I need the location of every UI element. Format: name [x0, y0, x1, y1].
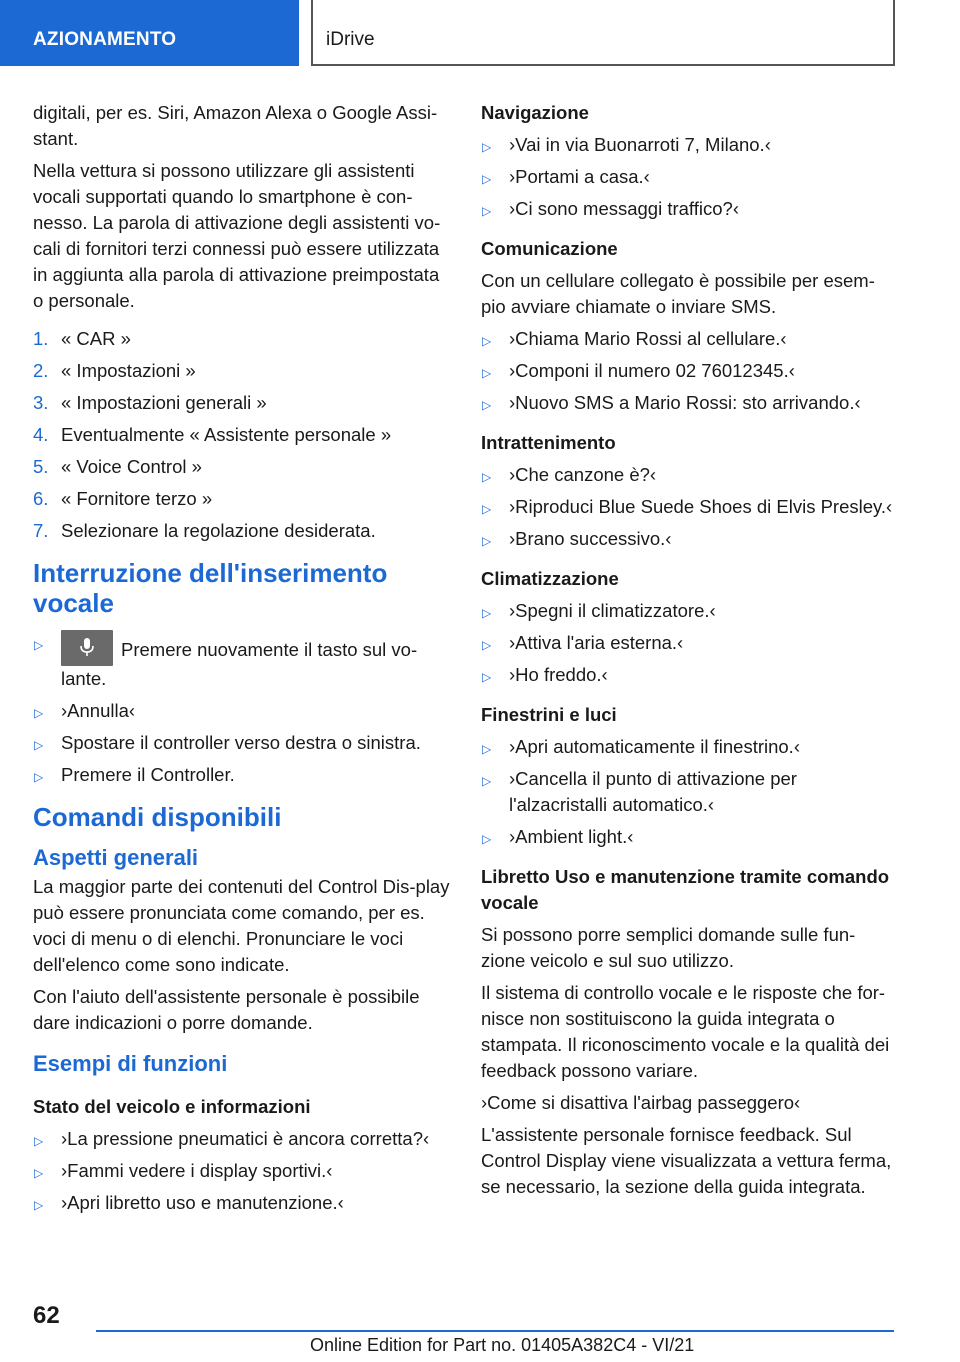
list-item [33, 762, 451, 788]
list-item [481, 164, 899, 190]
windows-lights-heading: Finestrini e luci [481, 704, 617, 725]
manual-voice-heading: Libretto Uso e manutenzione tramite comando vocale [481, 866, 890, 913]
bullet-triangle-icon: ▷ [482, 832, 492, 846]
footer-divider [96, 1330, 894, 1332]
list-item-text: ›Brano successivo.‹ [509, 528, 672, 549]
interrupt-heading: Interruzione dell'inserimento vocale [33, 558, 388, 618]
bullet-triangle-icon: ▷ [482, 140, 492, 154]
step-text: « Impostazioni » [61, 360, 196, 381]
bullet-triangle-icon: ▷ [482, 534, 492, 548]
general-heading: Aspetti generali [33, 845, 199, 870]
list-item-text: ›Chiama Mario Rossi al cellulare.‹ [509, 328, 787, 349]
list-item-text: ›Ambient light.‹ [509, 826, 634, 847]
step-text: « Fornitore terzo » [61, 488, 213, 509]
communication-list [481, 326, 899, 416]
bullet-triangle-icon: ▷ [482, 742, 492, 756]
step-number: 4. [33, 424, 49, 445]
list-item [33, 1158, 451, 1184]
vehicle-status-heading: Stato del veicolo e informazioni [33, 1096, 311, 1117]
manual-paragraph-1: Si possono porre semplici domande sulle fun-zione veicolo e sul suo utilizzo. [481, 924, 856, 971]
step-number: 3. [33, 392, 49, 413]
step-number: 6. [33, 488, 49, 509]
commands-heading: Comandi disponibili [33, 802, 282, 832]
step-item [33, 422, 451, 448]
intro-paragraph-2: Nella vettura si possono utilizzare gli assistenti vocali supportati quando lo smartphone è con-nesso. La parola di attivazione degli assistenti vo-cali di fornitori terzi connessi può essere utilizzata in aggiunta alla parola di attivazione preimpostata o personale. [33, 160, 441, 311]
interrupt-list [33, 630, 451, 788]
left-column [33, 100, 451, 1222]
bullet-triangle-icon: ▷ [34, 1134, 44, 1148]
step-item [33, 486, 451, 512]
list-item [481, 766, 899, 818]
navigation-list [481, 132, 899, 222]
manual-paragraph-3: ›Come si disattiva l'airbag passeggero‹ [481, 1092, 801, 1113]
entertainment-heading: Intrattenimento [481, 432, 616, 453]
bullet-triangle-icon: ▷ [482, 398, 492, 412]
microphone-button-icon [61, 630, 113, 666]
list-item [481, 662, 899, 688]
list-item [33, 1126, 451, 1152]
step-text: « CAR » [61, 328, 131, 349]
list-item [33, 698, 451, 724]
step-number: 5. [33, 456, 49, 477]
list-item [481, 824, 899, 850]
step-number: 1. [33, 328, 49, 349]
bullet-triangle-icon: ▷ [482, 204, 492, 218]
examples-heading: Esempi di funzioni [33, 1051, 228, 1076]
bullet-triangle-icon: ▷ [34, 638, 44, 652]
intro-paragraph-1: digitali, per es. Siri, Amazon Alexa o Google Assi-stant. [33, 102, 438, 149]
list-item-text: ›Attiva l'aria esterna.‹ [509, 632, 684, 653]
bullet-triangle-icon: ▷ [34, 738, 44, 752]
step-number: 7. [33, 520, 49, 541]
list-item-text: ›Fammi vedere i display sportivi.‹ [61, 1160, 333, 1181]
list-item [33, 630, 451, 692]
list-item-text: ›Riproduci Blue Suede Shoes di Elvis Presley.‹ [509, 496, 893, 517]
list-item [481, 734, 899, 760]
list-item-text: Spostare il controller verso destra o sinistra. [61, 732, 421, 753]
right-column [481, 100, 899, 1206]
bullet-triangle-icon: ▷ [482, 334, 492, 348]
list-item [481, 598, 899, 624]
bullet-triangle-icon: ▷ [482, 502, 492, 516]
list-item-text: ›Nuovo SMS a Mario Rossi: sto arrivando.‹ [509, 392, 861, 413]
manual-paragraph-2: Il sistema di controllo vocale e le risposte che for-nisce non sostituiscono la guida integrata o stampata. Il riconoscimento vocale e la qualità dei feedback possono variare. [481, 982, 890, 1081]
climate-list [481, 598, 899, 688]
step-item [33, 358, 451, 384]
climate-heading: Climatizzazione [481, 568, 619, 589]
bullet-triangle-icon: ▷ [482, 774, 492, 788]
step-number: 2. [33, 360, 49, 381]
bullet-triangle-icon: ▷ [482, 670, 492, 684]
chapter-tab: iDrive [311, 0, 895, 66]
bullet-triangle-icon: ▷ [34, 770, 44, 784]
step-item [33, 518, 451, 544]
step-text: « Impostazioni generali » [61, 392, 267, 413]
vehicle-status-list [33, 1126, 451, 1216]
bullet-triangle-icon: ▷ [482, 470, 492, 484]
page-number: 62 [33, 1302, 60, 1329]
step-text: Eventualmente « Assistente personale » [61, 424, 392, 445]
list-item-text: ›Ci sono messaggi traffico?‹ [509, 198, 739, 219]
list-item [481, 326, 899, 352]
general-paragraph-1: La maggior parte dei contenuti del Control Dis-play può essere pronunciata come comando, per es. voci di menu o di elenchi. Pronunciare le voci dell'elenco come sono indicate. [33, 876, 450, 975]
list-item-text: Premere il Controller. [61, 764, 235, 785]
list-item [481, 390, 899, 416]
list-item [481, 358, 899, 384]
list-item-text: ›Apri libretto uso e manutenzione.‹ [61, 1192, 344, 1213]
list-item [481, 526, 899, 552]
bullet-triangle-icon: ▷ [34, 1198, 44, 1212]
communication-heading: Comunicazione [481, 238, 618, 259]
step-item [33, 454, 451, 480]
page-header [0, 0, 960, 66]
list-item [481, 462, 899, 488]
list-item [481, 494, 899, 520]
step-text: « Voice Control » [61, 456, 202, 477]
list-item-text: ›Annulla‹ [61, 700, 136, 721]
edition-footer: Online Edition for Part no. 01405A382C4 - VI/21 [310, 1335, 695, 1355]
entertainment-list [481, 462, 899, 552]
bullet-triangle-icon: ▷ [482, 606, 492, 620]
step-item [33, 390, 451, 416]
bullet-triangle-icon: ▷ [34, 1166, 44, 1180]
bullet-triangle-icon: ▷ [482, 366, 492, 380]
list-item [481, 630, 899, 656]
list-item-text: ›Componi il numero 02 76012345.‹ [509, 360, 795, 381]
list-item-text: ›Apri automaticamente il finestrino.‹ [509, 736, 800, 757]
manual-paragraph-4: L'assistente personale fornisce feedback. Sul Control Display viene visualizzata a vettura ferma, se necessario, la sezione della guida integrata. [481, 1124, 892, 1197]
list-item [33, 730, 451, 756]
windows-lights-list [481, 734, 899, 850]
list-item [481, 132, 899, 158]
step-item [33, 326, 451, 352]
bullet-triangle-icon: ▷ [34, 706, 44, 720]
list-item-text: ›Ho freddo.‹ [509, 664, 608, 685]
list-item-text: ›Che canzone è?‹ [509, 464, 657, 485]
bullet-triangle-icon: ▷ [482, 172, 492, 186]
communication-paragraph: Con un cellulare collegato è possibile per esem-pio avviare chiamate o inviare SMS. [481, 270, 875, 317]
step-text: Selezionare la regolazione desiderata. [61, 520, 376, 541]
list-item-text: Premere nuovamente il tasto sul vo-lante. [61, 639, 418, 689]
list-item-text: ›Spegni il climatizzatore.‹ [509, 600, 716, 621]
list-item-text: ›Vai in via Buonarroti 7, Milano.‹ [509, 134, 771, 155]
bullet-triangle-icon: ▷ [482, 638, 492, 652]
general-paragraph-2: Con l'aiuto dell'assistente personale è possibile dare indicazioni o porre domande. [33, 986, 420, 1033]
list-item-text: ›La pressione pneumatici è ancora corretta?‹ [61, 1128, 430, 1149]
list-item [481, 196, 899, 222]
list-item-text: ›Portami a casa.‹ [509, 166, 650, 187]
settings-steps-list [33, 326, 451, 544]
navigation-heading: Navigazione [481, 102, 589, 123]
list-item-text: ›Cancella il punto di attivazione per l'alzacristalli automatico.‹ [509, 768, 797, 815]
section-tab: AZIONAMENTO [0, 0, 299, 66]
list-item [33, 1190, 451, 1216]
